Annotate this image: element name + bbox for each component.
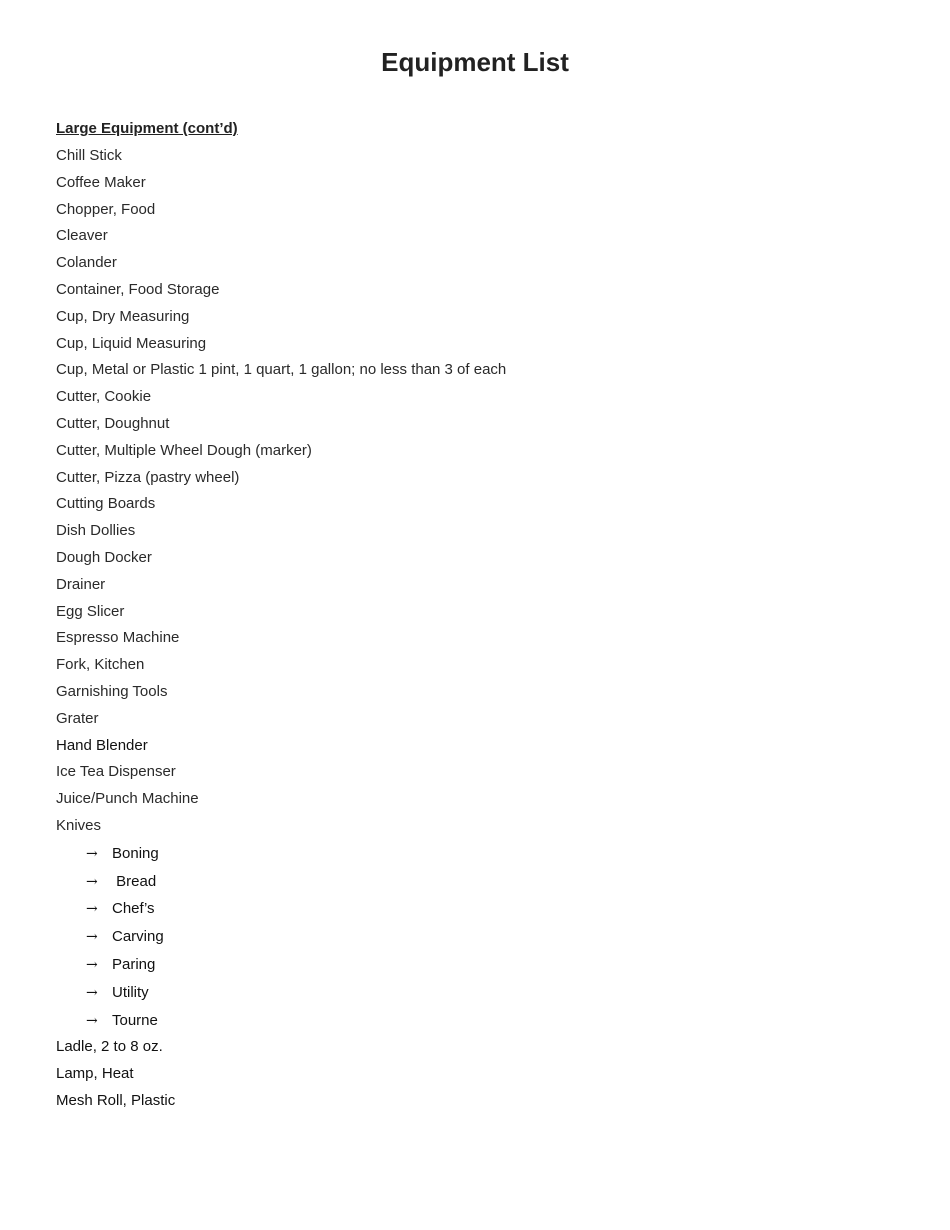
- list-item: Grater: [56, 709, 99, 727]
- arrow-right-icon: →: [86, 984, 98, 1001]
- list-item: Cup, Metal or Plastic 1 pint, 1 quart, 1 gallon; no less than 3 of each: [56, 361, 507, 379]
- list-item: Lamp, Heat: [56, 1065, 134, 1083]
- sub-list-item: [86, 840, 506, 868]
- knife-type: Boning: [112, 844, 159, 862]
- sub-list-item: [86, 868, 506, 896]
- arrow-right-icon: →: [86, 956, 98, 973]
- equipment-list: [56, 143, 506, 1115]
- section-heading: Large Equipment (cont’d): [56, 120, 238, 137]
- list-item: Chill Stick: [56, 147, 122, 164]
- list-item: Ladle, 2 to 8 oz.: [56, 1038, 163, 1056]
- list-item: Cutter, Cookie: [56, 388, 152, 406]
- list-item: Mesh Roll, Plastic: [56, 1091, 176, 1109]
- knife-type: Utility: [112, 983, 149, 1001]
- sub-list-item: [86, 1007, 506, 1035]
- arrow-right-icon: →: [86, 873, 98, 890]
- list-item: Cutting Boards: [56, 495, 156, 513]
- sub-list-item: [86, 923, 506, 951]
- list-item: Drainer: [56, 575, 106, 593]
- list-item: Cup, Dry Measuring: [56, 307, 190, 325]
- knife-type: Bread: [112, 872, 157, 890]
- knife-type: Carving: [112, 928, 164, 946]
- knives-sublist-container: [56, 840, 506, 1035]
- list-item: Coffee Maker: [56, 173, 146, 191]
- list-item: Colander: [56, 254, 117, 272]
- arrow-right-icon: →: [86, 929, 98, 946]
- list-item: Ice Tea Dispenser: [56, 763, 176, 781]
- sub-list-item: [86, 895, 506, 923]
- list-item: Garnishing Tools: [56, 682, 168, 700]
- list-item: Cleaver: [56, 227, 108, 245]
- arrow-right-icon: →: [86, 845, 98, 862]
- arrow-right-icon: →: [86, 901, 98, 918]
- sub-list-item: [86, 979, 506, 1007]
- list-item: Hand Blender: [56, 736, 148, 754]
- list-item: Juice/Punch Machine: [56, 790, 199, 808]
- list-item: Fork, Kitchen: [56, 656, 145, 674]
- list-item: Cup, Liquid Measuring: [56, 334, 207, 352]
- sub-list-item: [86, 951, 506, 979]
- list-item: Dish Dollies: [56, 522, 136, 540]
- list-item: Cutter, Pizza (pastry wheel): [56, 468, 240, 486]
- list-item: Espresso Machine: [56, 629, 180, 647]
- list-item: Knives: [56, 816, 102, 834]
- arrow-right-icon: →: [86, 1012, 98, 1029]
- knife-type: Tourne: [112, 1011, 158, 1029]
- list-item: Container, Food Storage: [56, 280, 220, 298]
- knives-sublist: [56, 840, 506, 1035]
- knife-type: Paring: [112, 955, 156, 973]
- list-item: Dough Docker: [56, 548, 152, 566]
- list-item: Cutter, Doughnut: [56, 414, 170, 432]
- page-title: Equipment List: [381, 47, 569, 77]
- list-item: Cutter, Multiple Wheel Dough (marker): [56, 441, 312, 459]
- list-item: Egg Slicer: [56, 602, 125, 620]
- list-item: Chopper, Food: [56, 200, 156, 218]
- knife-type: Chef’s: [112, 900, 155, 918]
